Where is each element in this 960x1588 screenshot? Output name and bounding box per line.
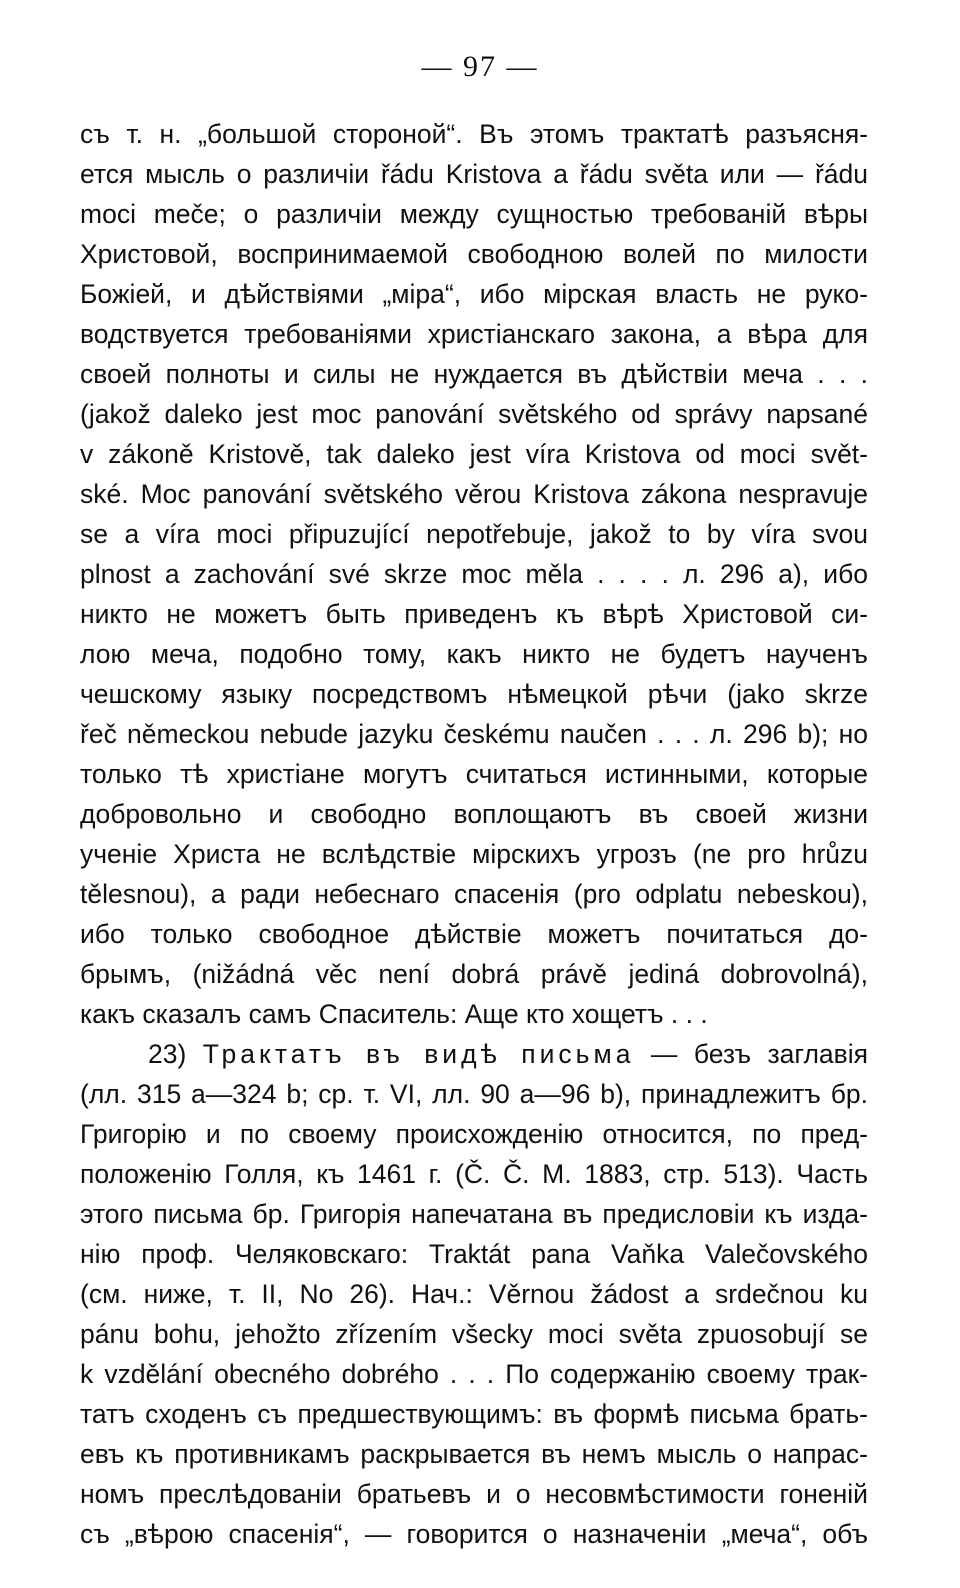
text-line: нію проф. Челяковскаго: Traktát pana Vaňka Valečovského xyxy=(80,1239,868,1269)
text-line: какъ сказалъ самъ Спаситель: Аще кто хощетъ . . . xyxy=(80,999,708,1029)
text-line: Божіей, и дѣйствіями „міра“, ибо мірская власть не руко- xyxy=(80,279,868,309)
text-line: ученіе Христа не вслѣдствіе мірскихъ угрозъ (ne pro hrůzu xyxy=(80,839,868,869)
text-line: съ т. н. „большой стороной“. Въ этомъ трактатѣ разъясня- xyxy=(80,119,868,149)
text-line: номъ преслѣдованіи братьевъ и о несовмѣстимости гоненій xyxy=(80,1479,868,1509)
text-line: se a víra moci připuzující nepotřebuje, jakož to by víra svou xyxy=(80,519,868,549)
text-line: tělesnou), а ради небеснаго спасенія (pro odplatu nebeskou), xyxy=(80,879,868,909)
text-line: татъ сходенъ съ предшествующимъ: въ формѣ письма брать- xyxy=(80,1399,868,1429)
text-line: своей полноты и силы не нуждается въ дѣйствіи меча . . . xyxy=(80,359,868,389)
text-line: положенію Голля, къ 1461 г. (Č. Č. M. 1883, стр. 513). Часть xyxy=(80,1159,868,1189)
text-line: только тѣ христіане могутъ считаться истинными, которые xyxy=(80,759,868,789)
text-line: чешскому языку посредствомъ нѣмецкой рѣчи (jako skrze xyxy=(80,679,868,709)
page-number: — 97 — xyxy=(421,50,539,83)
text-line: ибо только свободное дѣйствіе можетъ почитаться до- xyxy=(80,919,868,949)
text-line: (лл. 315 а—324 b; ср. т. VI, лл. 90 а—96 b), принадлежитъ бр. xyxy=(80,1079,868,1109)
text-line: никто не можетъ быть приведенъ къ вѣрѣ Христовой си- xyxy=(80,599,868,629)
text-line: řeč německou nebude jazyku českému naučen . . . л. 296 b); но xyxy=(80,719,868,749)
text-line: k vzdělání obecného dobrého . . . По содержанію своему трак- xyxy=(80,1359,868,1389)
text-line: moci meče; о различіи между сущностью требованій вѣры xyxy=(80,199,868,229)
text-line: (см. ниже, т. II, No 26). Нач.: Věrnou žádost a srdečnou ku xyxy=(80,1279,868,1309)
text-line: pánu bohu, jehožto zřízením všecky moci světa zpuosobují se xyxy=(80,1319,868,1349)
text-line: Григорію и по своему происхожденію относится, по пред- xyxy=(80,1119,868,1149)
text-line: брымъ, (nižádná věc není dobrá právě jediná dobrovolná), xyxy=(80,959,868,989)
text-line: съ „вѣрою спасенія“, — говорится о назначеніи „меча“, объ xyxy=(80,1519,868,1549)
text-line: plnost a zachování své skrze moc měla . . . . л. 296 а), ибо xyxy=(80,559,868,589)
text-line: водствуется требованіями христіанскаго закона, а вѣра для xyxy=(80,319,868,349)
text-line: евъ къ противникамъ раскрывается въ немъ мысль о напрас- xyxy=(80,1439,868,1469)
text-line: v zákoně Kristově, tak daleko jest víra Kristova od moci svět- xyxy=(80,439,868,469)
text-line: Христовой, воспринимаемой свободною волей по милости xyxy=(80,239,868,269)
text-line: ské. Moc panování světského věrou Kristova zákona nespravuje xyxy=(80,479,868,509)
text-line: лою меча, подобно тому, какъ никто не будетъ наученъ xyxy=(80,639,868,669)
treatise-heading: Трактатъ въ видѣ письма xyxy=(202,1039,635,1069)
text-line: этого письма бр. Григорія напечатана въ предисловіи къ изда- xyxy=(80,1199,868,1229)
text-line: (jakož daleko jest moc panování světského od správy napsané xyxy=(80,399,868,429)
paragraph-23-first-line xyxy=(80,1034,868,1074)
body-text xyxy=(80,114,868,1554)
heading-continuation: — безъ заглавія xyxy=(650,1039,868,1069)
text-line: добровольно и свободно воплощаютъ въ своей жизни xyxy=(80,799,868,829)
text-line: ется мысль о различіи řádu Kristova a řádu světa или — řádu xyxy=(80,159,868,189)
paragraph-number: 23) xyxy=(148,1039,187,1069)
